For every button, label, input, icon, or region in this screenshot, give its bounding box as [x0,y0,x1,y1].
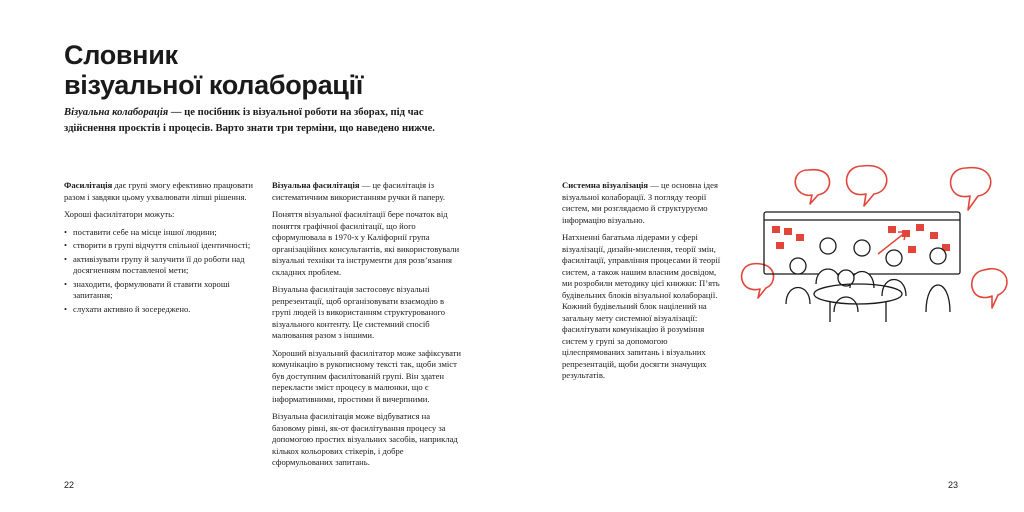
system-visualization-definition [562,180,728,226]
paragraph: Візуальна фасилітація застосовує візуальні репрезентації, щоб організовувати взаємодію в групі людей із використанням структурованого візуального контенту. Це системний спосіб малювання разом з іншими. [272,284,446,340]
collaboration-illustration [738,162,1018,332]
column-visual-facilitation [272,180,464,475]
list-item: • поставити себе на місце іншої людини; [64,227,254,239]
title-line-1: Словник [64,40,178,70]
column-system-visualization [562,180,728,388]
list-item: • активізувати групу й залучити її до роботи над досягненням поставленої мети; [64,254,254,277]
facilitation-definition [64,180,254,203]
list-item: • створити в групі відчуття спільної ідентичності; [64,240,254,252]
facilitation-term: Фасилітація [64,180,113,190]
list-item: • знаходити, формулювати й ставити хороші запитання; [64,279,254,302]
visual-facilitation-term: Візуальна фасилітація [272,180,360,190]
system-visualization-term: Системна візуалізація [562,180,649,190]
facilitator-skills-list [64,227,254,316]
system-visualization-text: — це основна ідея візуальної колаборації. З погляду теорії систем, ми розглядаємо й структуруємо інформацію візуально. [562,180,718,225]
facilitation-text: дає групі змогу ефективно працювати разом і завдяки цьому ухвалювати ліпші рішення. [64,180,253,202]
speech-bubble-icon [795,170,829,204]
intro-text: — це посібник із візуальної роботи на зборах, під час здійснення проєктів і процесів. Варто знати три терміни, що наведено нижче. [64,107,435,134]
title-line-2: візуальної колаборації [64,70,364,100]
page-title [64,40,363,100]
page-number-right: 23 [948,480,959,490]
intro-term: Візуальна колаборація [64,107,169,118]
paragraph: Натхненні багатьма лідерами у сфері візуалізації, дизайн-мислення, теорії змін, фасилітації, управління процесами й теорії систем, а також нашим власним досвідом, ми розробили методику цієї книжки: П’ять будівельних блоків візуальної колаборації. Кожний будівельний блок націлений на загальну мету системної візуалізації: фасилітувати комунікацію й розуміння систем у групі за допомогою цілеспрямованих запитань і візуальних репрезентацій, щоби досягти значущих результатів. [562,232,721,380]
paragraph: Хороший візуальний фасилітатор може зафіксувати комунікацію в рукописному тексті так, щоби зміст був доступним фасилітованій групі. Він здатен перекласти зміст процесу в малюнки, що є інформативними, простими й вичерпними. [272,347,462,404]
speech-bubble-icon [847,166,887,206]
intro-paragraph [64,105,464,137]
paragraph: Візуальна фасилітація може відбуватися на базовому рівні, як-от фасилітування процесу за допомогою простих візуальних засобів, наприклад кількох кольорових стікерів, і добре сформульованих запитань. [272,411,458,467]
speech-bubble-icon [951,168,991,210]
column-facilitation [64,180,254,317]
page-number-left: 22 [64,480,75,490]
list-item: • слухати активно й зосереджено. [64,304,254,316]
visual-facilitation-text: — це фасилітація із систематичним використанням ручки й паперу. [272,180,445,202]
people-icon [786,238,950,312]
speech-bubble-icon [972,269,1007,308]
paragraph: Поняття візуальної фасилітації бере початок від поняття графічної фасилітації, що його сформулювала в 1970-х у Каліфорнії група організаційних консультантів, які використовували візуальні техніки та інструменти для розв’язання складних проблем. [272,209,460,277]
speech-bubble-icon [742,264,774,298]
visual-facilitation-definition [272,180,464,203]
facilitators-lead: Хороші фасилітатори можуть: [64,209,175,219]
